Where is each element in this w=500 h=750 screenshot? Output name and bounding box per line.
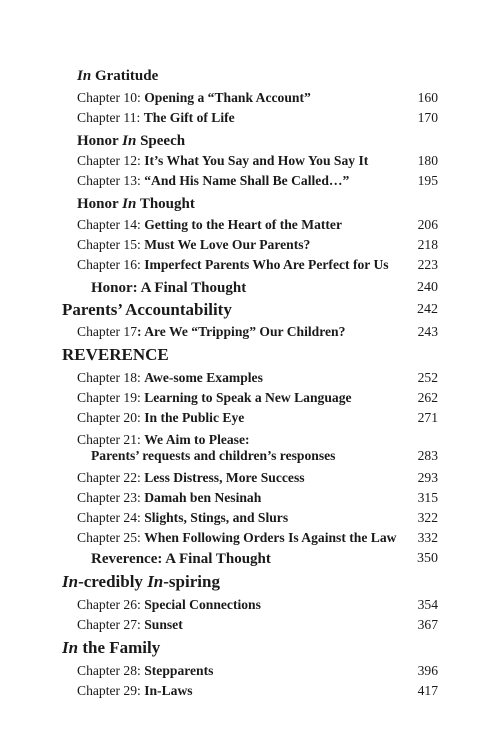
chapter-heading [77, 255, 389, 275]
toc-chapter-entry [0, 595, 500, 615]
page-number: 271 [417, 410, 438, 425]
toc-chapter-entry [0, 108, 500, 128]
chapter-title: Learning to Speak a New Language [144, 390, 352, 405]
toc-chapter-entry [0, 508, 500, 528]
chapter-title: Sunset [144, 617, 183, 632]
chapter-heading [77, 615, 183, 635]
toc-section-heading [0, 549, 500, 569]
toc-chapter-entry [0, 430, 500, 468]
chapter-heading [77, 88, 311, 108]
chapter-number: Chapter 27: [77, 617, 145, 632]
heading-fragment: -credibly [78, 572, 148, 591]
page-number: 350 [417, 551, 438, 566]
heading-fragment: In [77, 68, 92, 84]
toc-part-heading [0, 300, 500, 320]
toc-section-heading [0, 278, 500, 298]
heading-fragment: Reverence: A Final Thought [91, 551, 271, 567]
toc-chapter-entry [0, 468, 500, 488]
chapter-title: “And His Name Shall Be Called…” [144, 173, 350, 188]
toc-chapter-entry [0, 388, 500, 408]
chapter-number: Chapter 11: [77, 110, 144, 125]
chapter-title: In-Laws [144, 683, 193, 698]
toc-chapter-entry [0, 681, 500, 701]
toc-chapter-entry [0, 615, 500, 635]
heading-fragment: In [122, 133, 137, 149]
heading-fragment: In [122, 196, 137, 212]
chapter-title: Awe-some Examples [144, 370, 263, 385]
heading-text [77, 131, 185, 151]
toc-section-heading [0, 66, 500, 86]
page-number: 322 [417, 510, 438, 525]
chapter-heading [77, 235, 310, 255]
chapter-title: Must We Love Our Parents? [144, 237, 311, 252]
heading-text [77, 66, 158, 86]
chapter-number: Chapter 26: [77, 597, 145, 612]
chapter-title: The Gift of Life [143, 110, 235, 125]
page-number: 293 [417, 470, 438, 485]
chapter-heading [77, 468, 305, 488]
page-number: 396 [417, 663, 438, 678]
chapter-title: We Aim to Please: [144, 432, 250, 447]
chapter-number: Chapter 18: [77, 370, 145, 385]
chapter-number: Chapter 29: [77, 683, 145, 698]
page-number: 223 [417, 257, 438, 272]
chapter-title: Less Distress, More Success [144, 470, 305, 485]
heading-fragment: Parents’ Accountability [62, 300, 232, 319]
page-number: 206 [417, 217, 438, 232]
heading-text [62, 345, 169, 365]
page-number: 332 [417, 530, 438, 545]
toc-section-heading [0, 194, 500, 214]
toc-chapter-entry [0, 528, 500, 548]
chapter-heading [77, 508, 288, 528]
toc-part-heading [0, 345, 500, 365]
chapter-title: It’s What You Say and How You Say It [144, 153, 369, 168]
chapter-number: Chapter 23: [77, 490, 145, 505]
chapter-title: Damah ben Nesinah [144, 490, 262, 505]
heading-text [91, 549, 271, 569]
toc-part-heading [0, 572, 500, 592]
heading-fragment: Thought [136, 196, 195, 212]
chapter-heading [77, 171, 349, 191]
chapter-heading [77, 151, 368, 171]
chapter-heading [77, 388, 352, 408]
page-number: 195 [417, 173, 438, 188]
chapter-heading [77, 368, 263, 388]
heading-fragment: Honor [77, 133, 123, 149]
heading-text [62, 638, 160, 658]
heading-text [62, 572, 220, 592]
chapter-heading [77, 681, 193, 701]
toc-chapter-entry [0, 368, 500, 388]
chapter-heading [77, 322, 345, 342]
heading-text [62, 300, 232, 320]
page-number: 417 [417, 683, 438, 698]
chapter-heading [77, 488, 261, 508]
heading-fragment: Honor [77, 196, 123, 212]
chapter-number: Chapter 24: [77, 510, 145, 525]
chapter-title: Imperfect Parents Who Are Perfect for Us [144, 257, 389, 272]
page-number: 160 [417, 90, 438, 105]
heading-text [77, 194, 195, 214]
chapter-number: Chapter 22: [77, 470, 145, 485]
toc-chapter-entry [0, 488, 500, 508]
page-number: 367 [417, 617, 438, 632]
chapter-number: Chapter 20: [77, 410, 145, 425]
chapter-number: Chapter 19: [77, 390, 145, 405]
chapter-number: Chapter 16: [77, 257, 145, 272]
toc-section-heading [0, 131, 500, 151]
heading-fragment: In [62, 572, 79, 591]
chapter-subtitle: Parents’ requests and children’s responses [91, 448, 336, 463]
chapter-number: Chapter 17 [77, 324, 138, 339]
heading-fragment: In [62, 638, 79, 657]
chapter-heading [77, 408, 244, 428]
page-number: 180 [417, 153, 438, 168]
page-number: 218 [417, 237, 438, 252]
chapter-number: Chapter 14: [77, 217, 145, 232]
toc-part-heading [0, 638, 500, 658]
chapter-number: Chapter 21: [77, 432, 145, 447]
heading-fragment: Gratitude [91, 68, 159, 84]
chapter-title: Stepparents [144, 663, 214, 678]
chapter-heading [77, 528, 396, 548]
chapter-heading [77, 595, 261, 615]
chapter-title: Opening a “Thank Account” [144, 90, 311, 105]
toc-chapter-entry [0, 322, 500, 342]
chapter-title: Getting to the Heart of the Matter [144, 217, 342, 232]
chapter-number: Chapter 13: [77, 173, 145, 188]
chapter-number: Chapter 10: [77, 90, 145, 105]
toc-chapter-entry [0, 171, 500, 191]
page-number: 354 [417, 597, 438, 612]
toc-chapter-entry [0, 215, 500, 235]
chapter-number: Chapter 25: [77, 530, 145, 545]
toc-chapter-entry [0, 661, 500, 681]
toc-chapter-entry [0, 151, 500, 171]
page-number: 283 [417, 448, 438, 463]
chapter-title: Slights, Stings, and Slurs [144, 510, 289, 525]
chapter-title: : Are We “Tripping” Our Children? [137, 324, 346, 339]
toc-chapter-entry [0, 255, 500, 275]
chapter-number: Chapter 12: [77, 153, 145, 168]
chapter-number: Chapter 28: [77, 663, 145, 678]
page-number: 170 [417, 110, 438, 125]
chapter-title: In the Public Eye [144, 410, 245, 425]
chapter-heading [77, 215, 342, 235]
heading-fragment: REVERENCE [62, 345, 169, 364]
toc-chapter-entry [0, 88, 500, 108]
heading-fragment: Honor: A Final Thought [91, 280, 247, 296]
chapter-heading [77, 108, 235, 128]
heading-fragment: -spiring [163, 572, 220, 591]
chapter-title: Special Connections [144, 597, 261, 612]
heading-fragment: In [147, 572, 164, 591]
heading-text [91, 278, 246, 298]
page-number: 315 [417, 490, 438, 505]
page-number: 243 [417, 324, 438, 339]
chapter-title: When Following Orders Is Against the Law [144, 530, 397, 545]
toc-chapter-entry [0, 235, 500, 255]
page-number: 262 [417, 390, 438, 405]
chapter-number: Chapter 15: [77, 237, 145, 252]
toc-chapter-entry [0, 408, 500, 428]
heading-fragment: the Family [78, 638, 161, 657]
page-number: 242 [417, 302, 438, 317]
page-number: 252 [417, 370, 438, 385]
page-number: 240 [417, 280, 438, 295]
chapter-heading [77, 661, 213, 681]
heading-fragment: Speech [136, 133, 186, 149]
